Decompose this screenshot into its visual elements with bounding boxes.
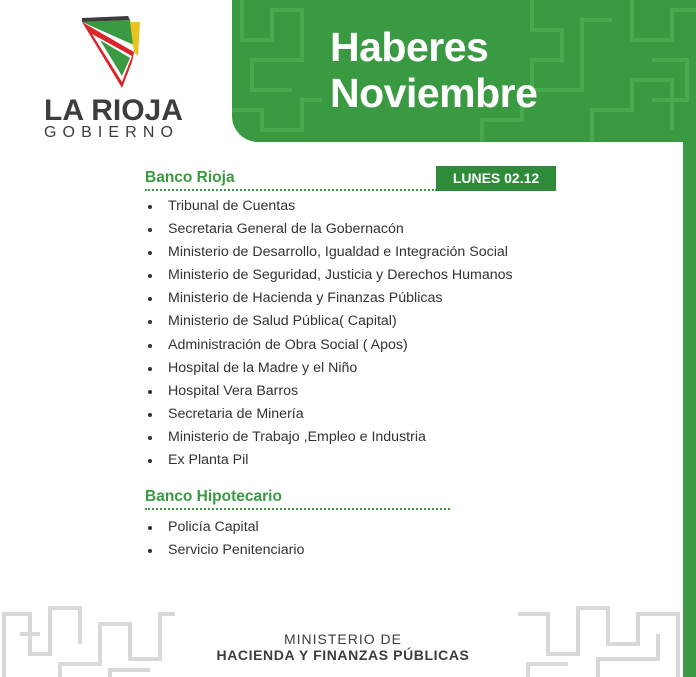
logo-subtitle: GOBIERNO	[44, 124, 180, 141]
list-item: Ex Planta Pil	[145, 449, 513, 472]
list-item: Ministerio de Desarrollo, Igualdad e Integración Social	[145, 241, 513, 264]
list-item: Policía Capital	[145, 516, 304, 539]
list-item: Ministerio de Hacienda y Finanzas Públicas	[145, 287, 513, 310]
banner-title-line1: Haberes	[330, 24, 489, 70]
banner-title	[330, 24, 537, 116]
list-item: Ministerio de Seguridad, Justicia y Derechos Humanos	[145, 264, 513, 287]
list-item: Secretaria de Minería	[145, 403, 513, 426]
footer-pattern-left	[0, 604, 175, 677]
banco-rioja-list	[145, 195, 513, 472]
logo-name: LA RIOJA	[44, 94, 183, 127]
banco-hipotecario-list	[145, 516, 304, 562]
list-item: Ministerio de Salud Pública( Capital)	[145, 310, 513, 333]
list-item: Secretaria General de la Gobernacón	[145, 218, 513, 241]
ministry-line1: MINISTERIO DE	[283, 631, 402, 647]
section-heading-banco-hipotecario: Banco Hipotecario	[145, 487, 450, 510]
list-item: Servicio Penitenciario	[145, 539, 304, 562]
list-item: Hospital Vera Barros	[145, 380, 513, 403]
section-heading-banco-rioja: Banco Rioja	[145, 168, 437, 191]
footer-pattern-right	[518, 604, 683, 677]
la-rioja-logo-icon	[78, 16, 144, 88]
list-item: Administración de Obra Social ( Apos)	[145, 334, 513, 357]
ministry-footer	[190, 631, 496, 664]
list-item: Ministerio de Trabajo ,Empleo e Industria	[145, 426, 513, 449]
title-banner	[232, 0, 696, 142]
side-strip	[683, 142, 696, 677]
banner-title-line2: Noviembre	[330, 70, 538, 116]
list-item: Hospital de la Madre y el Niño	[145, 357, 513, 380]
date-badge: LUNES 02.12	[436, 166, 556, 191]
ministry-line2: HACIENDA Y FINANZAS PÚBLICAS	[216, 647, 470, 663]
list-item: Tribunal de Cuentas	[145, 195, 513, 218]
